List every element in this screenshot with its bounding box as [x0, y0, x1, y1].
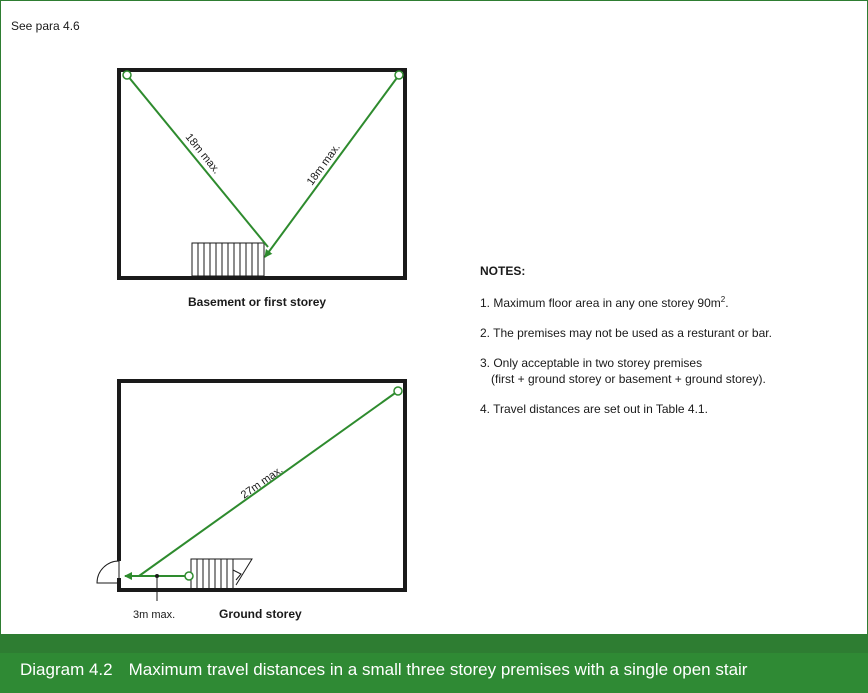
diagram-number: Diagram 4.2	[20, 660, 113, 679]
upper-distance-left-label: 18m max.	[182, 131, 223, 177]
exit-door	[97, 561, 119, 583]
notes-title: NOTES:	[480, 264, 526, 278]
upper-distance-right-label: 18m max.	[304, 141, 343, 188]
short-distance-leader-dot	[155, 574, 159, 578]
ground-plan-title: Ground storey	[219, 607, 302, 621]
ground-floor-plan	[97, 381, 405, 621]
ground-start-point	[394, 387, 402, 395]
note-item: 1. Maximum floor area in any one storey $90m^2$.	[480, 295, 729, 310]
upper-floor-plan	[119, 70, 405, 278]
upper-route-left	[127, 75, 268, 247]
notes-panel	[480, 264, 860, 431]
ground-stair-point	[185, 572, 193, 580]
upper-start-point-right	[395, 71, 403, 79]
ground-distance-diagonal-label: 27m max.	[238, 463, 286, 502]
ground-stair	[191, 559, 252, 589]
upper-stair	[192, 243, 264, 276]
note-item: 2. The premises may not be used as a resturant or bar.	[480, 326, 772, 340]
upper-route-right	[265, 75, 399, 257]
note-item: 4. Travel distances are set out in Table 4.1.	[480, 402, 708, 416]
upper-plan-title: Basement or first storey	[188, 295, 327, 309]
notes-list	[480, 292, 860, 417]
caption-bar	[0, 634, 868, 693]
note-item: 3. Only acceptable in two storey premises (first + ground storey or basement + ground storey).	[480, 356, 766, 386]
para-reference: See para 4.6	[11, 19, 80, 33]
diagram-title: Maximum travel distances in a small three storey premises with a single open stair	[128, 660, 748, 679]
ground-distance-short-label: 3m max.	[133, 609, 176, 621]
upper-start-point-left	[123, 71, 131, 79]
upper-floor-walls	[119, 70, 405, 278]
caption-inner	[0, 653, 868, 693]
